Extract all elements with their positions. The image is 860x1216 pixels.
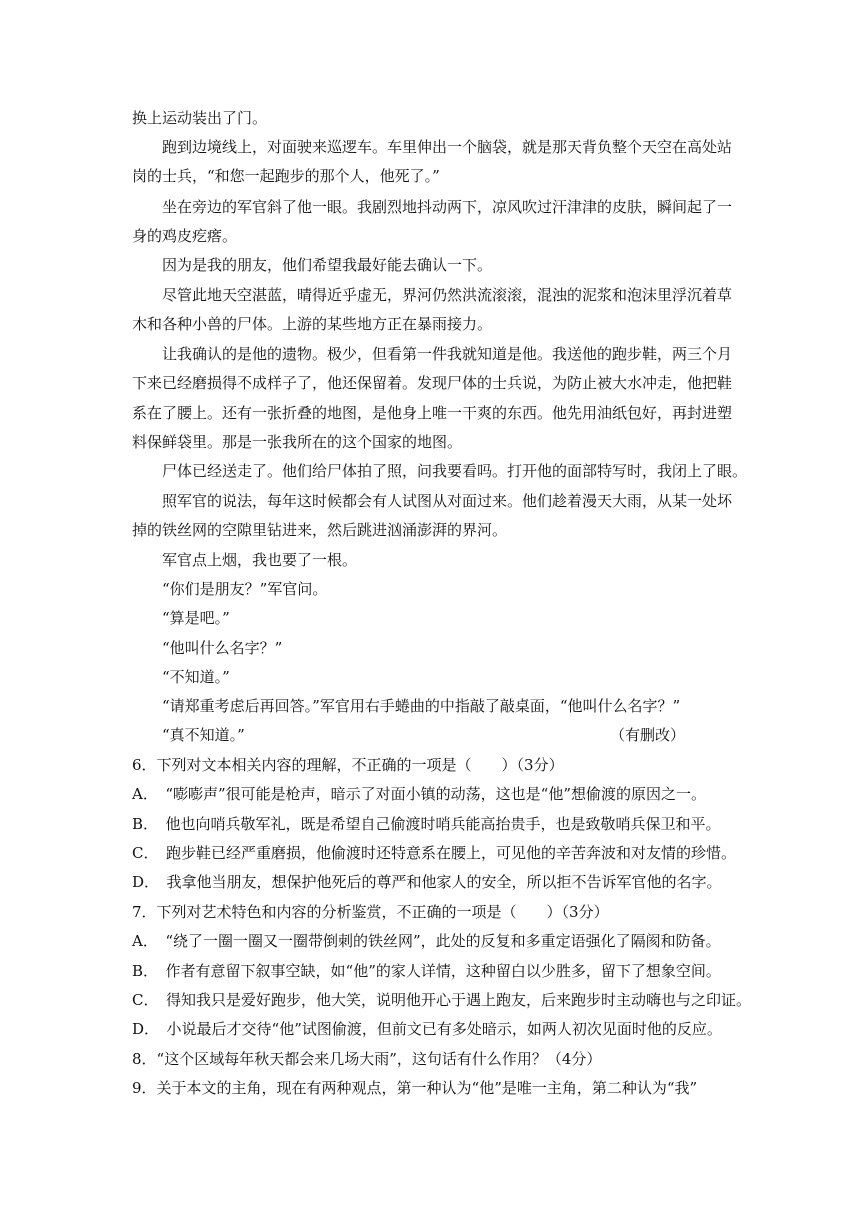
text-line: 木和各种小兽的尸体。上游的某些地方正在暴雨接力。	[132, 315, 493, 333]
text-line: 换上运动装出了门。	[132, 109, 268, 127]
question-9: 9．关于本文的主角，现在有两种观点，第一种认为“他”是唯一主角，第二种认为“我”	[132, 1079, 698, 1097]
text-line: 岗的士兵，“和您一起跑步的那个人，他死了。”	[132, 167, 440, 185]
option-a: A． “绕了一圈一圈又一圈带倒刺的铁丝网”，此处的反复和多重定语强化了隔阂和防备。	[132, 932, 721, 950]
text-line: 坐在旁边的军官斜了他一眼。我剧烈地抖动两下，凉风吹过汗津津的皮肤，瞬间起了一	[162, 198, 733, 216]
text-line: 军官点上烟，我也要了一根。	[162, 551, 358, 569]
dialogue-line: “不知道。”	[162, 668, 230, 686]
question-6: 6．下列对文本相关内容的理解，不正确的一项是（ ）（3分）	[132, 756, 564, 774]
text-line: 下来已经磨损得不成样子了，他还保留着。发现尸体的士兵说，为防止被大水冲走，他把鞋	[132, 374, 733, 392]
option-a: A． “嘭嘭声”很可能是枪声，暗示了对面小镇的动荡，这也是“他”想偷渡的原因之一。	[132, 785, 707, 803]
dialogue-line: “算是吧。”	[162, 609, 230, 627]
option-b: B． 作者有意留下叙事空缺，如“他”的家人详情，这种留白以少胜多，留下了想象空间。	[132, 962, 721, 980]
dialogue-line: “请郑重考虑后再回答。”军官用右手蜷曲的中指敲了敲桌面，“他叫什么名字？”	[162, 697, 681, 715]
text-line: 系在了腰上。还有一张折叠的地图，是他身上唯一干爽的东西。他先用油纸包好，再封进塑	[132, 404, 733, 422]
text-line: 因为是我的朋友，他们希望我最好能去确认一下。	[162, 256, 493, 274]
text-line: 料保鲜袋里。那是一张我所在的这个国家的地图。	[132, 433, 463, 451]
option-b: B． 他也向哨兵敬军礼，既是希望自己偷渡时哨兵能高抬贵手，也是致敬哨兵保卫和平。	[132, 815, 721, 833]
dialogue-line: “真不知道。”	[162, 726, 245, 744]
question-8: 8．“这个区域每年秋天都会来几场大雨”，这句话有什么作用？（4分）	[132, 1050, 602, 1068]
text-line: 让我确认的是他的遗物。极少，但看第一件我就知道是他。我送他的跑步鞋，两三个月	[162, 345, 733, 363]
option-c: C． 跑步鞋已经严重磨损，他偷渡时还特意系在腰上，可见他的辛苦奔波和对友情的珍惜。	[132, 844, 736, 862]
source-note: （有删改）	[610, 726, 686, 744]
dialogue-line: “你们是朋友？”军官问。	[162, 580, 328, 598]
question-7: 7．下列对艺术特色和内容的分析鉴赏，不正确的一项是（ ）（3分）	[132, 903, 609, 921]
text-line: 照军官的说法，每年这时候都会有人试图从对面过来。他们趁着漫天大雨，从某一处坏	[162, 492, 733, 510]
text-line: 掉的铁丝网的空隙里钻进来，然后跳进汹涌澎湃的界河。	[132, 521, 508, 539]
text-line: 尽管此地天空湛蓝，晴得近乎虚无，界河仍然洪流滚滚，混浊的泥浆和泡沫里浮沉着草	[162, 286, 733, 304]
text-line: 跑到边境线上，对面驶来巡逻车。车里伸出一个脑袋，就是那天背负整个天空在高处站	[162, 138, 733, 156]
option-d: D． 我拿他当朋友，想保护他死后的尊严和他家人的安全，所以拒不告诉军官他的名字。	[132, 873, 722, 891]
text-line: 身的鸡皮疙瘩。	[132, 227, 238, 245]
option-d: D． 小说最后才交待“他”试图偷渡，但前文已有多处暗示，如两人初次见面时他的反应。	[132, 1020, 722, 1038]
text-line: 尸体已经送走了。他们给尸体拍了照，问我要看吗。打开他的面部特写时，我闭上了眼。	[162, 462, 748, 480]
option-c: C． 得知我只是爱好跑步，他大笑，说明他开心于遇上跑友，后来跑步时主动嗨也与之印证。	[132, 991, 751, 1009]
dialogue-line: “他叫什么名字？”	[162, 639, 283, 657]
